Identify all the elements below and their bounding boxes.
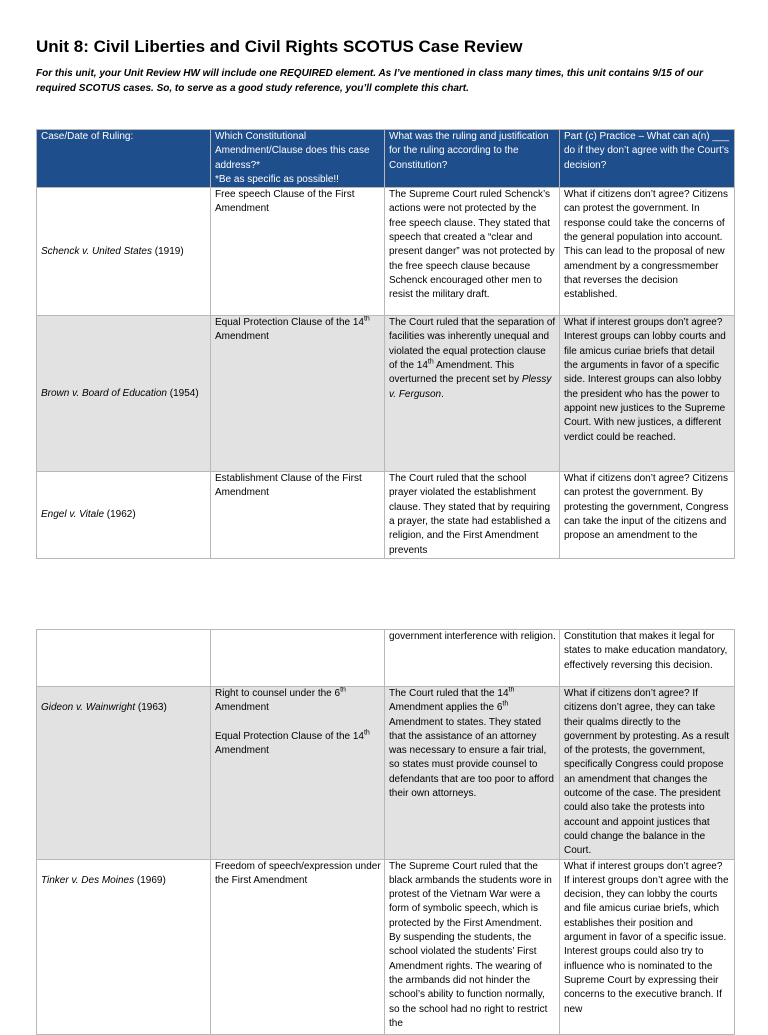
clause-text: Amendment (215, 745, 269, 757)
case-year: (1954) (167, 387, 199, 399)
clause-text: Amendment (215, 331, 269, 343)
clause-cell: Establishment Clause of the First Amendment (211, 472, 385, 559)
ruling-cell (385, 316, 560, 472)
case-name-cell (37, 859, 211, 1034)
page-title: Unit 8: Civil Liberties and Civil Rights SCOTUS Case Review (36, 37, 523, 56)
ruling-cell: The Supreme Court ruled that the black armbands the students wore in protest of the Vietnam War were a form of symbolic speech, which is protected by the First Amendment. By suspending the students, the school violated the students’ First Amendment rights. The wearing of the armbands did not hinder the school’s ability to function normally, so the school had no right to restrict the (385, 859, 560, 1034)
practice-question: What if interest groups don’t agree? (564, 317, 723, 329)
ruling-case-reference: Plessy v. Ferguson (389, 374, 552, 400)
clause-cell: Free speech Clause of the First Amendment (211, 188, 385, 316)
clause-cell (211, 687, 385, 860)
superscript: th (427, 358, 434, 366)
clause-cell (211, 316, 385, 472)
superscript: th (363, 729, 370, 737)
clause-text: Equal Protection Clause of the 14 (215, 317, 364, 329)
practice-answer: Interest groups can lobby courts and file amicus curiae briefs that detail the arguments in favor of a specific side. Interest groups can also lobby the president who has the power to appoint new justices to the Supreme Court. With new justices, a different verdict could be reached. (564, 331, 726, 443)
practice-cell (560, 316, 735, 472)
ruling-text: Amendment to states. They stated that the assistance of an attorney was necessary to ensure a fair trial, so states must provide counsel to defendants that are too poor to afford their own attorneys. (389, 716, 554, 800)
case-name: Tinker v. Des Moines (41, 874, 135, 886)
table-row-schenck (37, 188, 735, 316)
superscript: th (363, 315, 370, 323)
header-ruling: What was the ruling and justification for the ruling according to the Constitution? (385, 130, 560, 188)
ruling-text: Amendment. This overturned the precent set by (389, 360, 522, 386)
table-row-brown (37, 316, 735, 472)
case-name-cell (37, 630, 211, 687)
clause-cell (211, 630, 385, 687)
practice-cell: Constitution that makes it legal for states to make education mandatory, effectively reversing this decision. (560, 630, 735, 687)
intro-paragraph: For this unit, your Unit Review HW will include one REQUIRED element. As I’ve mentioned in class many times, this unit contains 9/15 of our required SCOTUS cases. So, to serve as a good study reference, you’ll complete this chart. (36, 68, 703, 94)
clause-text: Right to counsel under the 6 (215, 688, 341, 699)
ruling-cell: The Court ruled that the school prayer violated the establishment clause. They stated that by requiring a prayer, the state had established a religion, and the First Amendment prevents (385, 472, 560, 559)
header-clause-note: *Be as specific as possible!! (215, 173, 339, 185)
clause-text: Amendment (215, 702, 269, 714)
header-practice: Part (c) Practice – What can a(n) ___ do if they don’t agree with the Court’s decision? (560, 130, 735, 188)
ruling-cell (385, 687, 560, 860)
header-clause-text: Which Constitutional Amendment/Clause does this case address?* (215, 131, 370, 171)
case-name: Brown v. Board of Education (41, 387, 167, 399)
case-table-part-2 (36, 629, 735, 1035)
ruling-cell: government interference with religion. (385, 630, 560, 687)
case-name: Gideon v. Wainwright (41, 702, 136, 713)
case-year: (1969) (134, 874, 166, 886)
case-name: Engel v. Vitale (41, 508, 105, 520)
table-row-engel (37, 472, 735, 559)
case-name: Schenck v. United States (41, 245, 152, 257)
superscript: th (340, 686, 346, 694)
table-header-row (37, 130, 735, 188)
case-name-cell (37, 188, 211, 316)
table-row-tinker (37, 859, 735, 1034)
practice-cell: What if citizens don’t agree? Citizens can protest the government. In response could take the concerns of the general population into account. This can lead to the proposal of new amendment by a congressmember that reverses the decision established. (560, 188, 735, 316)
ruling-text: The Court ruled that the separation of facilities was inherently unequal and violated the equal protection clause of the 14 (389, 317, 556, 372)
superscript: th (508, 686, 515, 694)
case-name-cell (37, 687, 211, 860)
case-year: (1963) (135, 702, 167, 713)
ruling-text: The Court ruled that the 14 (389, 688, 509, 699)
case-year: (1962) (104, 508, 136, 520)
practice-question: What if interest groups don’t agree? (564, 860, 723, 872)
case-name-cell (37, 316, 211, 472)
case-year: (1919) (151, 245, 184, 257)
ruling-cell: The Supreme Court ruled Schenck’s actions were not protected by the free speech clause. They stated that speech that created a “clear and present danger” was not protected by the free speech clause because Schenck encouraged other men to resist the military draft. (385, 188, 560, 316)
table-row-gideon (37, 687, 735, 860)
practice-cell: What if citizens don’t agree? Citizens can protest the government. By protesting the government, Congress can take the input of the citizens and propose an amendment to the (560, 472, 735, 559)
header-case: Case/Date of Ruling: (37, 130, 211, 188)
practice-answer: If interest groups don’t agree with the decision, they can lobby the courts and file amicus curiae briefs, which establishes their position and argument in favor of a specific issue. Interest groups could also try to influence who is nominated to the Supreme Court by expressing their concerns to the executive branch. If new (564, 874, 729, 1015)
ruling-text: . (441, 388, 444, 400)
header-clause (211, 130, 385, 188)
clause-cell: Freedom of speech/expression under the First Amendment (211, 859, 385, 1034)
practice-cell (560, 859, 735, 1034)
superscript: th (502, 700, 509, 708)
practice-cell: What if citizens don’t agree? If citizens don’t agree, they can take their qualms directly to the government by protesting. As a result of the protests, the government, specifically Congress could propose an amendment that changes the outcome of the case. The president could also take the protests into account and appoint justices that could change the balance in the Court. (560, 687, 735, 860)
case-table-part-1 (36, 129, 735, 559)
case-name-cell (37, 472, 211, 559)
clause-text: Equal Protection Clause of the 14 (215, 730, 364, 742)
table-row-continued (37, 630, 735, 687)
ruling-text: Amendment applies the 6 (389, 702, 503, 714)
